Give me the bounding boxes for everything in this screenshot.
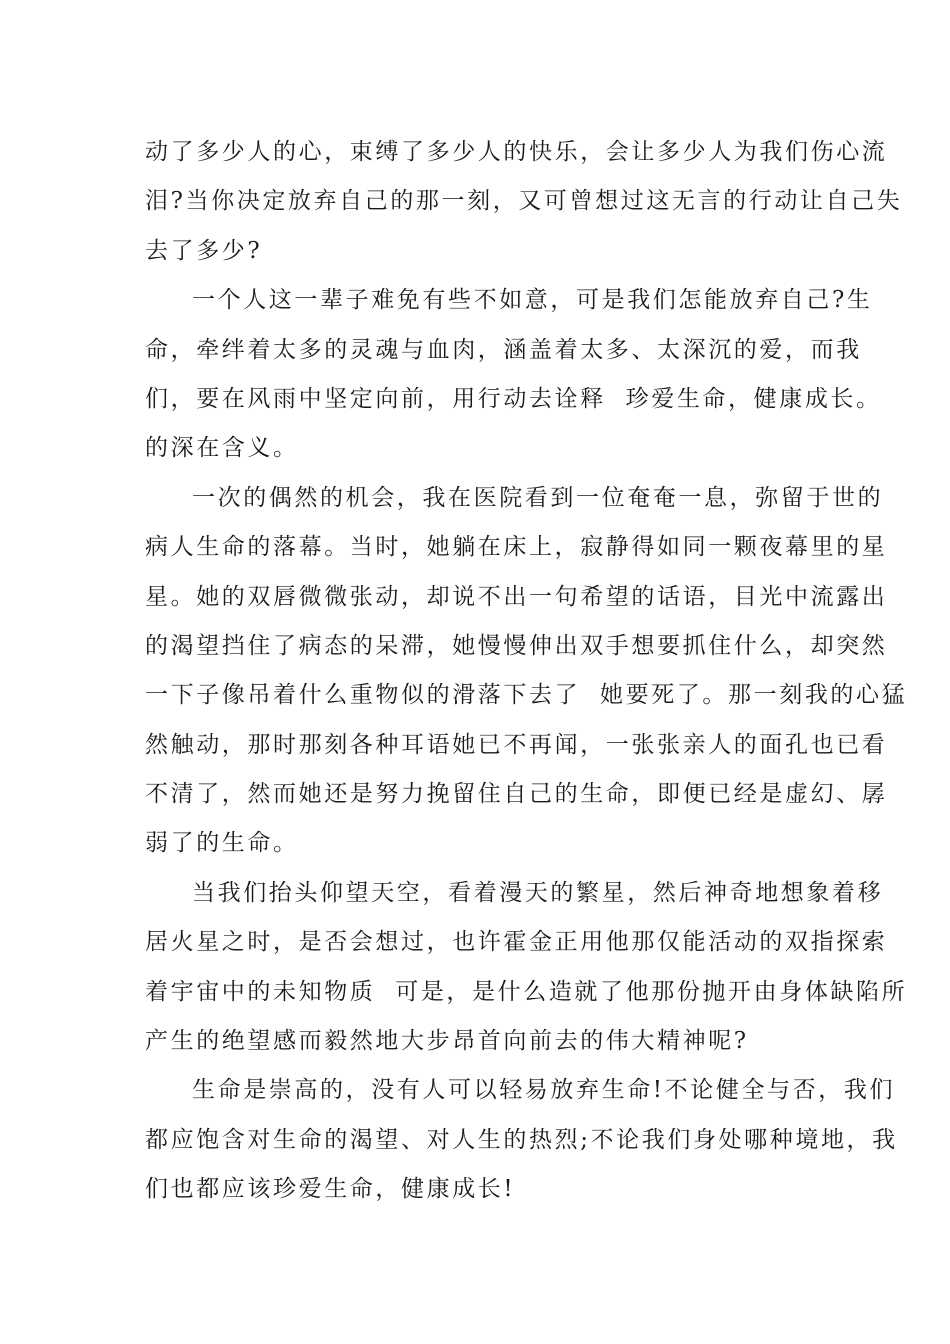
text-line: 们也都应该珍爱生命，健康成长! — [145, 1176, 516, 1203]
text-line: 去了多少? — [145, 237, 263, 264]
text-line: 弱了的生命。 — [145, 830, 299, 857]
text-line: 泪?当你决定放弃自己的那一刻，又可曾想过这无言的行动让自己失 — [145, 188, 903, 215]
text-line: 当我们抬头仰望天空，看着漫天的繁星，然后神奇地想象着移 — [192, 879, 884, 906]
text-line: 们，要在风雨中坚定向前，用行动去诠释 珍爱生命，健康成长。 — [145, 385, 882, 412]
text-line: 动了多少人的心，束缚了多少人的快乐，会让多少人为我们伤心流 — [145, 139, 888, 165]
text-line: 命，牵绊着太多的灵魂与血肉，涵盖着太多、太深沉的爱，而我 — [145, 336, 862, 363]
text-line: 产生的绝望感而毅然地大步昂首向前去的伟大精神呢? — [145, 1028, 749, 1055]
text-line: 都应饱含对生命的渴望、对人生的热烈;不论我们身处哪种境地，我 — [145, 1126, 898, 1153]
body-text — [145, 128, 908, 1215]
text-line: 生命是崇高的，没有人可以轻易放弃生命!不论健全与否，我们 — [192, 1077, 896, 1104]
text-line: 一下子像吊着什么重物似的滑落下去了 她要死了。那一刻我的心猛 — [145, 682, 908, 709]
text-line: 的渴望挡住了病态的呆滞，她慢慢伸出双手想要抓住什么，却突然 — [145, 632, 888, 659]
text-line: 一个人这一辈子难免有些不如意，可是我们怎能放弃自己?生 — [192, 287, 873, 314]
text-line: 居火星之时，是否会想过，也许霍金正用他那仅能活动的双指探索 — [145, 929, 888, 956]
text-line: 着宇宙中的未知物质 可是，是什么造就了他那份抛开由身体缺陷所 — [145, 978, 908, 1005]
text-line: 的深在含义。 — [145, 435, 299, 462]
text-line: 星。她的双唇微微张动，却说不出一句希望的话语，目光中流露出 — [145, 583, 888, 610]
text-line: 然触动，那时那刻各种耳语她已不再闻，一张张亲人的面孔也已看 — [145, 731, 888, 758]
text-line: 病人生命的落幕。当时，她躺在床上，寂静得如同一颗夜幕里的星 — [145, 534, 888, 561]
text-line: 一次的偶然的机会，我在医院看到一位奄奄一息，弥留于世的 — [192, 484, 884, 511]
text-line: 不清了，然而她还是努力挽留住自己的生命，即便已经是虚幻、孱 — [145, 781, 888, 808]
